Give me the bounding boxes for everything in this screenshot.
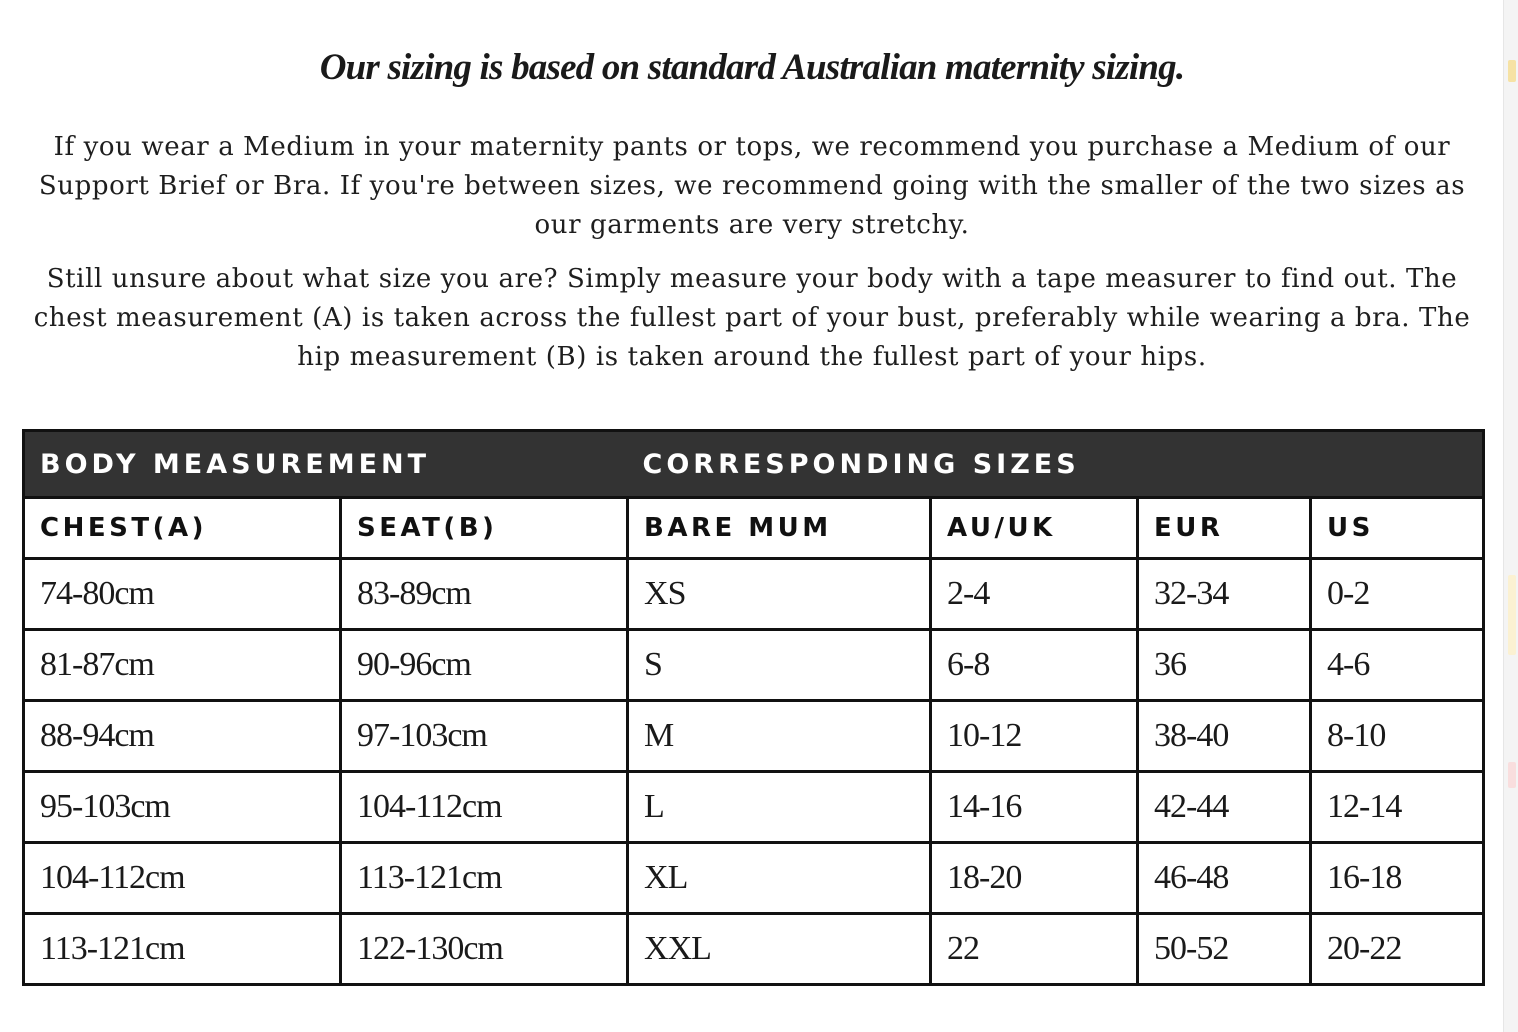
cell-us: 0-2 [1311,559,1484,630]
cell-au-uk: 18-20 [931,843,1138,914]
cell-us: 16-18 [1311,843,1484,914]
cell-au-uk: 22 [931,914,1138,985]
cell-eur: 46-48 [1138,843,1311,914]
cell-eur: 50-52 [1138,914,1311,985]
size-chart-table [22,429,1485,986]
cell-seat: 97-103cm [341,701,628,772]
cell-au-uk: 14-16 [931,772,1138,843]
cell-chest: 104-112cm [24,843,341,914]
page-scrollbar[interactable] [1503,0,1518,1032]
cell-bare-mum: XS [628,559,931,630]
cell-us: 4-6 [1311,630,1484,701]
cell-eur: 36 [1138,630,1311,701]
column-header-bare-mum: BARE MUM [628,498,931,559]
cell-us: 12-14 [1311,772,1484,843]
cell-bare-mum: L [628,772,931,843]
scroll-edge-marker [1508,60,1516,82]
cell-eur: 42-44 [1138,772,1311,843]
table-row [24,843,1484,914]
group-header-corresponding-sizes: CORRESPONDING SIZES [628,431,1484,498]
column-header-chest: CHEST(A) [24,498,341,559]
cell-bare-mum: S [628,630,931,701]
column-header-seat: SEAT(B) [341,498,628,559]
cell-seat: 113-121cm [341,843,628,914]
cell-seat: 83-89cm [341,559,628,630]
column-header-eur: EUR [1138,498,1311,559]
cell-us: 8-10 [1311,701,1484,772]
scroll-edge-marker [1508,575,1516,655]
cell-bare-mum: XL [628,843,931,914]
size-guide-heading: Our sizing is based on standard Australian maternity sizing. [319,47,1185,88]
column-header-us: US [1311,498,1484,559]
cell-chest: 81-87cm [24,630,341,701]
table-row [24,630,1484,701]
measuring-instructions-text: Still unsure about what size you are? Simply measure your body with a tape measurer to find out. The chest measurement (A) is taken across the fullest part of your bust, preferably while wearing a bra. The hip measurement (B) is taken around the fullest part of your hips. [33,264,1471,372]
cell-chest: 113-121cm [24,914,341,985]
cell-bare-mum: M [628,701,931,772]
cell-bare-mum: XXL [628,914,931,985]
cell-us: 20-22 [1311,914,1484,985]
cell-seat: 90-96cm [341,630,628,701]
cell-seat: 104-112cm [341,772,628,843]
cell-seat: 122-130cm [341,914,628,985]
cell-eur: 38-40 [1138,701,1311,772]
table-row [24,914,1484,985]
sizing-recommendation-text: If you wear a Medium in your maternity pants or tops, we recommend you purchase a Medium of our Support Brief or Bra. If you're between sizes, we recommend going with the smaller of the two sizes as our garments are very stretchy. [38,132,1466,240]
cell-chest: 74-80cm [24,559,341,630]
group-header-row [24,431,1484,498]
group-header-body-measurement: BODY MEASUREMENT [24,431,628,498]
scroll-edge-marker [1508,762,1516,788]
table-row [24,701,1484,772]
cell-chest: 95-103cm [24,772,341,843]
cell-au-uk: 10-12 [931,701,1138,772]
cell-eur: 32-34 [1138,559,1311,630]
column-header-au-uk: AU/UK [931,498,1138,559]
column-header-row [24,498,1484,559]
table-row [24,559,1484,630]
cell-au-uk: 2-4 [931,559,1138,630]
cell-au-uk: 6-8 [931,630,1138,701]
cell-chest: 88-94cm [24,701,341,772]
table-row [24,772,1484,843]
